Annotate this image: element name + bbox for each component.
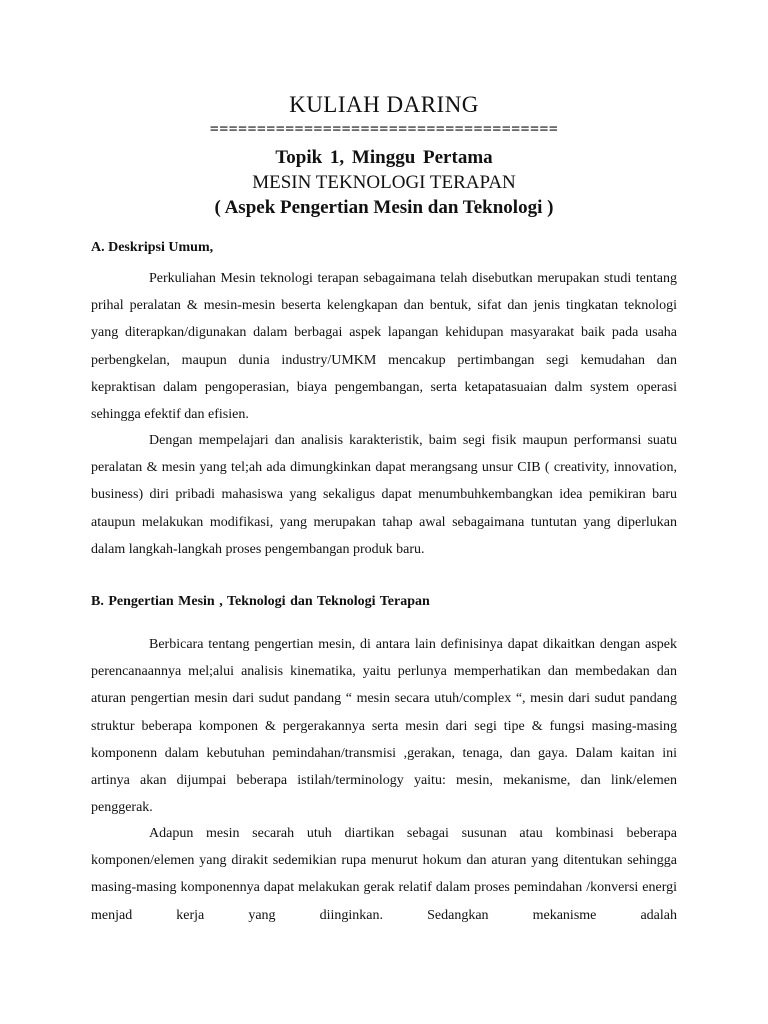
section-a-heading: A. Deskripsi Umum, [91, 240, 214, 255]
section-b-paragraph-2: Adapun mesin secarah utuh diartikan sebagai susunan atau kombinasi beberapa komponen/elemen yang dirakit sedemikian rupa menurut hokum dan aturan yang ditentukan sehingga masing-masing komponennya dapat melakukan gerak relatif dalam proses pemindahan /konversi energi menjad kerja yang diinginkan. Sedangkan mekanisme adalah [91, 826, 677, 923]
course-subtitle: MESIN TEKNOLOGI TERAPAN [252, 172, 516, 193]
section-b-paragraph-1: Berbicara tentang pengertian mesin, di antara lain definisinya dapat dikaitkan dengan aspek perencanaannya mel;alui analisis kinematika, yaitu perlunya memperhatikan dan membedakan dan aturan pengertian mesin dari sudut pandang “ mesin secara utuh/complex “, mesin dari sudut pandang struktur beberapa komponen & pergerakannya serta mesin dari segi tipe & fungsi masing-masing komponenn dalam kebutuhan pemindahan/transmisi ,gerakan, tenaga, dan gaya. Dalam kaitan ini artinya akan dijumpai beberapa istilah/terminology yaitu: mesin, mekanisme, dan link/elemen penggerak. [91, 637, 677, 816]
aspect-subtitle: ( Aspek Pengertian Mesin dan Teknologi ) [214, 197, 554, 218]
section-a-paragraph-2: Dengan mempelajari dan analisis karakteristik, baim segi fisik maupun performansi suatu peralatan & mesin yang tel;ah ada dimungkinkan dapat merangsang unsur CIB ( creativity, innovation, business) diri pribadi mahasiswa yang sekaligus dapat menumbuhkembangkan idea pemikiran baru ataupun melakukan modifikasi, yang merupakan tahap awal sebagaimana tuntutan yang diperlukan dalam langkah-langkah proses pengembangan produk baru. [91, 433, 677, 557]
title-separator: ===================================== [209, 121, 559, 138]
document-title: KULIAH DARING [289, 92, 479, 117]
topic-subtitle: Topik 1, Minggu Pertama [275, 147, 493, 168]
section-b-heading: B. Pengertian Mesin , Teknologi dan Teknologi Terapan [91, 594, 430, 609]
section-a-paragraph-1: Perkuliahan Mesin teknologi terapan sebagaimana telah disebutkan merupakan studi tentang prihal peralatan & mesin-mesin beserta kelengkapan dan bentuk, sifat dan jenis tingkatan teknologi yang diterapkan/digunakan dalam berbagai aspek lapangan kehidupan masyarakat baik pada usaha perbengkelan, maupun dunia industry/UMKM mencakup pertimbangan segi kemudahan dan kepraktisan dalam pengoperasian, biaya pengembangan, serta ketapatasuaian dalm system operasi sehingga efektif dan efisien. [91, 271, 677, 423]
